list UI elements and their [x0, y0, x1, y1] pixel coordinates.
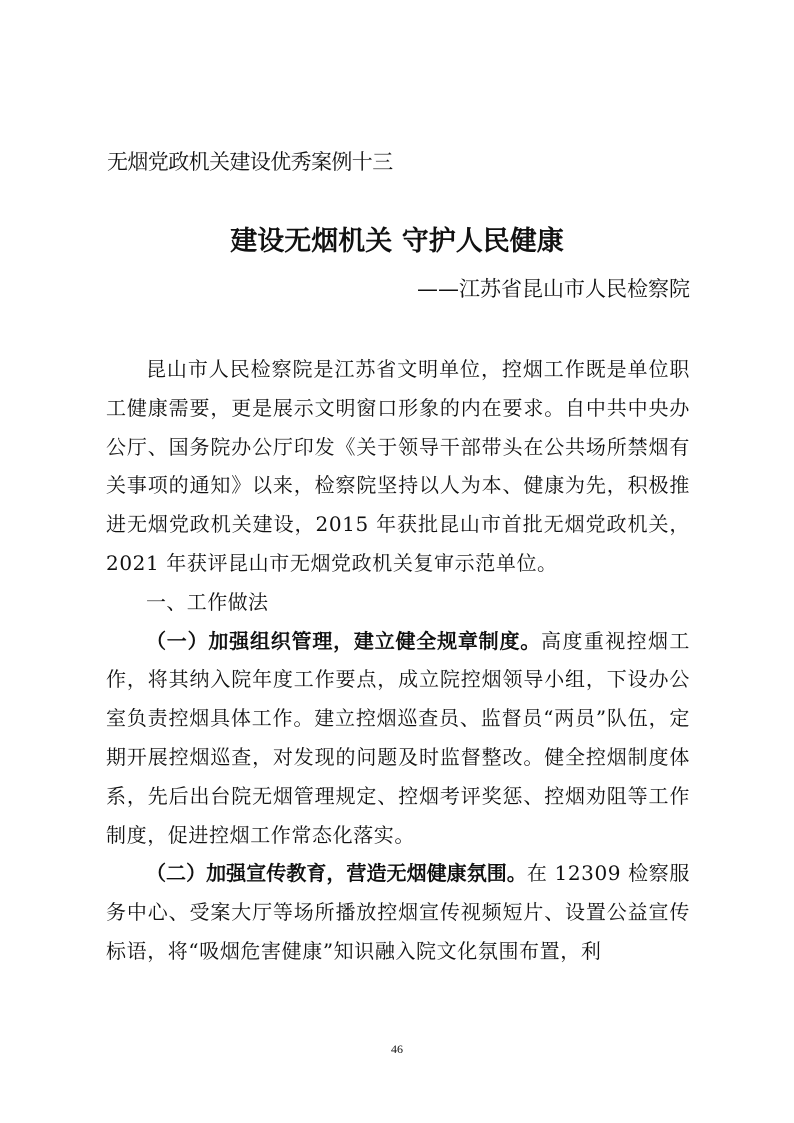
- page-number: 46: [391, 1042, 403, 1056]
- series-label: 无烟党政机关建设优秀案例十三: [107, 150, 393, 174]
- body-text: [106, 350, 690, 971]
- page-subtitle: ——江苏省昆山市人民检察院: [417, 277, 690, 301]
- item-1-paragraph: [106, 622, 690, 855]
- item-1-lead: （一）加强组织管理，建立健全规章制度。: [146, 628, 542, 653]
- item-2-text: 在 12309 检察服务中心、受案大厅等场所播放控烟宣传视频短片、设置公益宣传标语，将“吸烟危害健康”知识融入院文化氛围布置，利: [106, 861, 690, 963]
- item-1-text: 高度重视控烟工作，将其纳入院年度工作要点，成立院控烟领导小组，下设办公室负责控烟具体工作。建立控烟巡查员、监督员“两员”队伍，定期开展控烟巡查，对发现的问题及时监督整改。健全控烟制度体系，先后出台院无烟管理规定、控烟考评奖惩、控烟劝阻等工作制度，促进控烟工作常态化落实。: [106, 628, 690, 847]
- item-2-paragraph: [106, 854, 690, 970]
- section-heading: 一、工作做法: [146, 589, 269, 614]
- item-2-lead: （二）加强宣传教育，营造无烟健康氛围。: [146, 861, 527, 886]
- page-title: 建设无烟机关 守护人民健康: [230, 226, 564, 257]
- intro-paragraph: 昆山市人民检察院是江苏省文明单位，控烟工作既是单位职工健康需要，更是展示文明窗口形象的内在要求。自中共中央办公厅、国务院办公厅印发《关于领导干部带头在公共场所禁烟有关事项的通知》以来，检察院坚持以人为本、健康为先，积极推进无烟党政机关建设，2015 年获批昆山市首批无烟党政机关，2021 年获评昆山市无烟党政机关复审示范单位。: [106, 357, 690, 575]
